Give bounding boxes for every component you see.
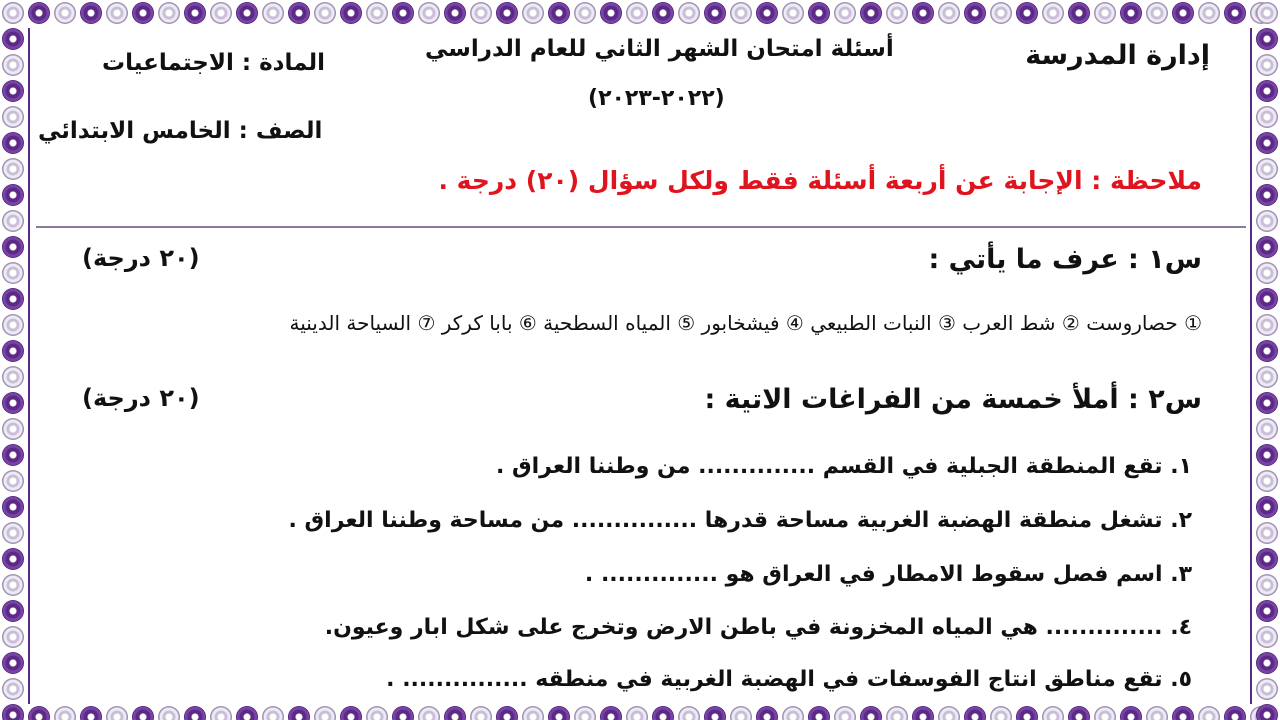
border-line-left [28,28,30,704]
flower-ornament-icon [1254,442,1280,468]
flower-ornament-icon [0,364,26,390]
flower-ornament-icon [702,704,728,720]
flower-ornament-icon [364,704,390,720]
flower-ornament-icon [780,704,806,720]
question-1-terms: ① حصاروست ② شط العرب ③ النبات الطبيعي ④ فيشخابور ⑤ المياه السطحية ⑥ بابا كركر ⑦ السياحة الدينية [289,311,1202,335]
flower-ornament-icon [0,26,26,52]
flower-ornament-icon [1254,312,1280,338]
flower-ornament-icon [494,0,520,26]
flower-ornament-icon [0,260,26,286]
flower-ornament-icon [1254,676,1280,702]
border-line-right [1250,28,1252,704]
flower-ornament-icon [1014,704,1040,720]
flower-ornament-icon [0,494,26,520]
question-1-marks: (٢٠ درجة) [82,244,200,272]
flower-ornament-icon [0,104,26,130]
decorative-border-top [0,0,1280,26]
flower-ornament-icon [1254,572,1280,598]
flower-ornament-icon [1254,208,1280,234]
fill-blank-item: ١. تقع المنطقة الجبلية في القسم .............. من وطننا العراق . [495,454,1192,479]
flower-ornament-icon [182,0,208,26]
header-divider [36,226,1246,228]
flower-ornament-icon [1118,704,1144,720]
flower-ornament-icon [494,704,520,720]
flower-ornament-icon [1066,0,1092,26]
question-2-title: س٢ : أملأ خمسة من الفراغات الاتية : [704,384,1202,415]
flower-ornament-icon [286,0,312,26]
flower-ornament-icon [754,0,780,26]
flower-ornament-icon [1254,546,1280,572]
flower-ornament-icon [1254,364,1280,390]
flower-ornament-icon [1254,624,1280,650]
flower-ornament-icon [104,704,130,720]
flower-ornament-icon [1170,704,1196,720]
flower-ornament-icon [962,704,988,720]
flower-ornament-icon [1014,0,1040,26]
flower-ornament-icon [676,704,702,720]
flower-ornament-icon [0,312,26,338]
flower-ornament-icon [0,442,26,468]
fill-blank-item: ٢. تشغل منطقة الهضبة الغربية مساحة قدرها ............... من مساحة وطننا العراق . [288,508,1192,533]
flower-ornament-icon [1222,0,1248,26]
flower-ornament-icon [884,704,910,720]
grade-label: الصف : الخامس الابتدائي [38,118,323,144]
decorative-border-bottom [0,704,1280,720]
flower-ornament-icon [468,704,494,720]
exam-note: ملاحظة : الإجابة عن أربعة أسئلة فقط ولكل سؤال (٢٠) درجة . [438,166,1202,195]
flower-ornament-icon [104,0,130,26]
flower-ornament-icon [1254,52,1280,78]
flower-ornament-icon [26,0,52,26]
flower-ornament-icon [624,704,650,720]
flower-ornament-icon [832,704,858,720]
decorative-border-left [0,0,26,720]
flower-ornament-icon [1254,520,1280,546]
flower-ornament-icon [650,704,676,720]
flower-ornament-icon [858,0,884,26]
fill-blank-item: ٤. .............. هي المياه المخزونة في باطن الارض وتخرج على شكل ابار وعيون. [324,615,1192,640]
flower-ornament-icon [0,52,26,78]
flower-ornament-icon [676,0,702,26]
flower-ornament-icon [1092,704,1118,720]
flower-ornament-icon [546,0,572,26]
fill-blank-item: ٥. تقع مناطق انتاج الفوسفات في الهضبة الغربية في منطقه ............... . [386,667,1192,692]
flower-ornament-icon [1254,78,1280,104]
flower-ornament-icon [1254,234,1280,260]
flower-ornament-icon [1170,0,1196,26]
flower-ornament-icon [1254,416,1280,442]
flower-ornament-icon [702,0,728,26]
flower-ornament-icon [1066,704,1092,720]
flower-ornament-icon [338,0,364,26]
flower-ornament-icon [234,0,260,26]
flower-ornament-icon [1254,494,1280,520]
flower-ornament-icon [520,704,546,720]
flower-ornament-icon [650,0,676,26]
flower-ornament-icon [728,0,754,26]
flower-ornament-icon [884,0,910,26]
flower-ornament-icon [468,0,494,26]
flower-ornament-icon [1222,704,1248,720]
flower-ornament-icon [1254,286,1280,312]
flower-ornament-icon [0,572,26,598]
flower-ornament-icon [572,0,598,26]
flower-ornament-icon [1254,104,1280,130]
flower-ornament-icon [0,78,26,104]
flower-ornament-icon [962,0,988,26]
flower-ornament-icon [208,0,234,26]
flower-ornament-icon [442,0,468,26]
flower-ornament-icon [988,0,1014,26]
flower-ornament-icon [1254,0,1280,26]
decorative-border-right [1254,0,1280,720]
question-2-marks: (٢٠ درجة) [82,384,200,412]
flower-ornament-icon [598,704,624,720]
flower-ornament-icon [0,156,26,182]
flower-ornament-icon [806,0,832,26]
flower-ornament-icon [936,704,962,720]
flower-ornament-icon [572,704,598,720]
flower-ornament-icon [1040,0,1066,26]
flower-ornament-icon [598,0,624,26]
flower-ornament-icon [0,0,26,26]
flower-ornament-icon [364,0,390,26]
flower-ornament-icon [182,704,208,720]
subject-label: المادة : الاجتماعيات [102,50,326,76]
flower-ornament-icon [1254,468,1280,494]
flower-ornament-icon [130,704,156,720]
flower-ornament-icon [390,0,416,26]
flower-ornament-icon [312,0,338,26]
flower-ornament-icon [1144,704,1170,720]
flower-ornament-icon [988,704,1014,720]
flower-ornament-icon [1254,182,1280,208]
flower-ornament-icon [156,704,182,720]
flower-ornament-icon [728,704,754,720]
flower-ornament-icon [546,704,572,720]
flower-ornament-icon [390,704,416,720]
fill-blank-item: ٣. اسم فصل سقوط الامطار في العراق هو .............. . [584,562,1192,587]
question-1-title: س١ : عرف ما يأتي : [928,244,1202,275]
flower-ornament-icon [0,182,26,208]
flower-ornament-icon [338,704,364,720]
flower-ornament-icon [286,704,312,720]
flower-ornament-icon [806,704,832,720]
exam-year: (٢٠٢٢-٢٠٢٣) [588,86,725,111]
flower-ornament-icon [156,0,182,26]
flower-ornament-icon [0,468,26,494]
flower-ornament-icon [130,0,156,26]
flower-ornament-icon [0,234,26,260]
flower-ornament-icon [1254,26,1280,52]
flower-ornament-icon [520,0,546,26]
flower-ornament-icon [1118,0,1144,26]
flower-ornament-icon [832,0,858,26]
flower-ornament-icon [1196,0,1222,26]
flower-ornament-icon [1254,156,1280,182]
flower-ornament-icon [910,0,936,26]
flower-ornament-icon [0,130,26,156]
flower-ornament-icon [78,0,104,26]
flower-ornament-icon [52,0,78,26]
flower-ornament-icon [0,650,26,676]
flower-ornament-icon [1254,338,1280,364]
flower-ornament-icon [234,704,260,720]
flower-ornament-icon [260,704,286,720]
flower-ornament-icon [1254,650,1280,676]
flower-ornament-icon [52,704,78,720]
flower-ornament-icon [0,338,26,364]
flower-ornament-icon [1196,704,1222,720]
flower-ornament-icon [0,624,26,650]
flower-ornament-icon [0,390,26,416]
exam-title: أسئلة امتحان الشهر الثاني للعام الدراسي [425,36,894,62]
flower-ornament-icon [0,286,26,312]
flower-ornament-icon [78,704,104,720]
flower-ornament-icon [0,598,26,624]
flower-ornament-icon [416,0,442,26]
flower-ornament-icon [1040,704,1066,720]
flower-ornament-icon [1092,0,1118,26]
flower-ornament-icon [442,704,468,720]
flower-ornament-icon [0,208,26,234]
flower-ornament-icon [624,0,650,26]
flower-ornament-icon [1144,0,1170,26]
flower-ornament-icon [416,704,442,720]
flower-ornament-icon [0,702,26,720]
school-admin-label: إدارة المدرسة [1025,40,1210,71]
flower-ornament-icon [780,0,806,26]
flower-ornament-icon [0,546,26,572]
flower-ornament-icon [26,704,52,720]
flower-ornament-icon [260,0,286,26]
flower-ornament-icon [1254,390,1280,416]
flower-ornament-icon [936,0,962,26]
flower-ornament-icon [312,704,338,720]
flower-ornament-icon [858,704,884,720]
flower-ornament-icon [208,704,234,720]
flower-ornament-icon [1254,598,1280,624]
flower-ornament-icon [0,676,26,702]
flower-ornament-icon [910,704,936,720]
flower-ornament-icon [754,704,780,720]
flower-ornament-icon [1254,702,1280,720]
flower-ornament-icon [0,416,26,442]
flower-ornament-icon [0,520,26,546]
flower-ornament-icon [1254,130,1280,156]
flower-ornament-icon [1254,260,1280,286]
